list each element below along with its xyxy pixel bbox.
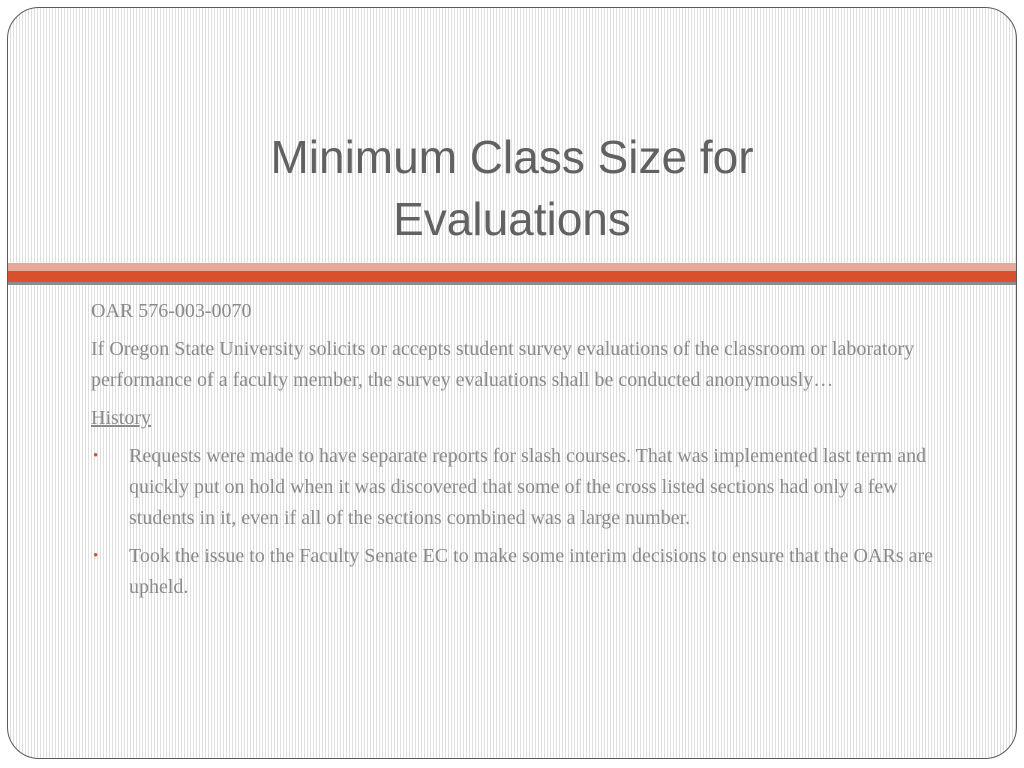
bullet-icon: • — [93, 448, 99, 464]
slide-title-line-1: Minimum Class Size for — [270, 131, 754, 183]
slide — [7, 7, 1017, 759]
bullet-item — [91, 541, 951, 603]
title-divider-light — [8, 263, 1016, 271]
bullet-text: Took the issue to the Faculty Senate EC to make some interim decisions to ensure that the OARs are upheld. — [129, 545, 933, 598]
slide-title-line-2: Evaluations — [393, 193, 631, 245]
slide-body — [91, 296, 951, 610]
oar-reference: OAR 576-003-0070 — [91, 300, 252, 322]
slide-title — [8, 126, 1016, 250]
title-divider-accent — [8, 271, 1016, 282]
bullet-text: Requests were made to have separate reports for slash courses. That was implemented last term and quickly put on hold when it was discovered that some of the cross listed sections had only a few students in it, even if all of the sections combined was a large number. — [129, 445, 927, 529]
oar-text: If Oregon State University solicits or accepts student survey evaluations of the classroom or laboratory performance of a faculty member, the survey evaluations shall be conducted anonymously… — [91, 338, 915, 391]
history-heading: History — [91, 407, 151, 429]
title-divider-gray — [8, 282, 1016, 285]
bullet-icon: • — [93, 548, 99, 564]
history-bullet-list — [91, 441, 951, 603]
bullet-item — [91, 441, 951, 534]
